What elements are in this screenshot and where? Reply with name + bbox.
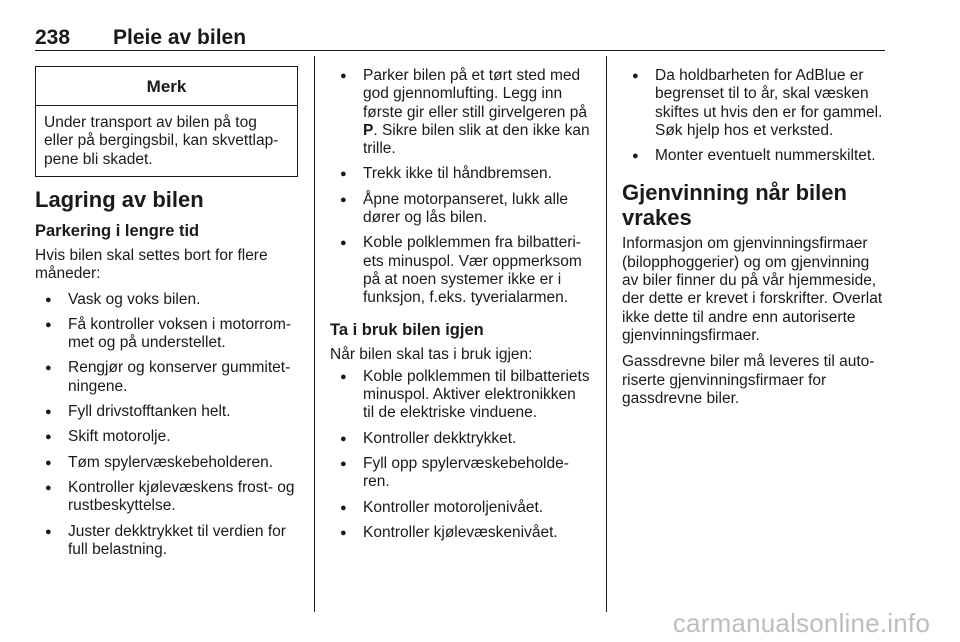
list-item: ● Få kontroller voksen i motorrom- met og på understellet. [35, 316, 298, 353]
column-1 [35, 187, 298, 566]
recycling-paragraph-1: Informasjon om gjenvinningsfirmaer (bilopphoggerier) og om gjenvinning av biler finner du på vår hjemmeside, der dette er krevet i forskrifter. Overlat ikke dette til andre enn autoriserte gjenvinningsfirmaer. [622, 235, 883, 344]
page-number: 238 [35, 26, 71, 49]
column-divider-left [314, 56, 315, 612]
list-item: ● Kontroller kjølevæskens frost- og rustbeskyttelse. [35, 479, 298, 516]
intro-text-recommission: Når bilen skal tas i bruk igjen: [330, 345, 533, 363]
list-item: ● Monter eventuelt nummerskiltet. [622, 147, 888, 165]
list-item: ● Kontroller motoroljenivået. [330, 499, 592, 517]
list-item: ● Vask og voks bilen. [35, 291, 298, 309]
note-heading: Merk [36, 67, 297, 106]
page-title: Pleie av bilen [113, 26, 247, 49]
list-item: ● Rengjør og konserver gummitet- ningene. [35, 359, 298, 396]
intro-line: Hvis bilen skal settes bort for flere [35, 247, 268, 264]
list-item: ● Kontroller dekktrykket. [330, 430, 592, 448]
list-item: ● Åpne motorpanseret, lukk alle dører og lås bilen. [330, 191, 592, 228]
list-item: ● Skift motorolje. [35, 428, 298, 446]
column-divider-right [606, 56, 607, 612]
list-item: ● Fyll drivstofftanken helt. [35, 403, 298, 421]
recycling-paragraph-2: Gassdrevne biler må leveres til auto- riserte gjenvinningsfirmaer for gassdrevne biler. [622, 353, 875, 407]
list-item: ● Trekk ikke til håndbremsen. [330, 165, 592, 183]
storage-checklist [35, 291, 298, 560]
note-text [36, 106, 297, 169]
note-line: Under transport av bilen på tog [44, 114, 257, 131]
note-line: eller på bergingsbil, kan skvettlap- [44, 132, 279, 150]
list-item: ● Kontroller kjølevæskenivået. [330, 524, 592, 542]
section-title-storage: Lagring av bilen [35, 187, 204, 212]
subsection-title-long-parking: Parkering i lengre tid [35, 222, 200, 240]
recommission-checklist-continued [622, 67, 888, 165]
list-item: ● Juster dekktrykket til verdien for full belastning. [35, 523, 298, 560]
list-item: ● Fyll opp spylervæskebeholde- ren. [330, 455, 592, 492]
column-2 [330, 67, 592, 549]
list-item: ● Tøm spylervæskebeholderen. [35, 454, 298, 472]
note-line: pene bli skadet. [44, 150, 153, 168]
section-title-recycling: Gjenvinning når bilen vrakes [622, 180, 847, 231]
column-3 [622, 67, 888, 408]
note-box [35, 66, 298, 177]
intro-text [35, 247, 298, 284]
list-item: ● Parker bilen på et tørt sted med god gjennomlufting. Legg inn første gir eller still girvelgeren på P. Sikre bilen slik at den ikke kan trille. [330, 67, 592, 158]
list-item: ● Koble polklemmen til bilbatteriets minuspol. Aktiver elektronikken til de elektriske vinduene. [330, 368, 592, 423]
list-item: ● Koble polklemmen fra bilbatteri- ets minuspol. Vær oppmerksom på at noen systemer ikke er i funksjon, f.eks. tyverialarmen. [330, 234, 592, 307]
subsection-title-recommission: Ta i bruk bilen igjen [330, 320, 484, 339]
page-header [35, 27, 885, 51]
watermark: carmanualsonline.info [672, 608, 930, 638]
recommission-checklist [330, 368, 592, 542]
gear-letter: P [363, 121, 374, 139]
storage-checklist-continued [330, 67, 592, 308]
intro-line: måneder: [35, 265, 101, 283]
list-item: ● Da holdbarheten for AdBlue er begrenset til to år, skal væsken skiftes ut hvis den er for gammel. Søk hjelp hos et verksted. [622, 67, 888, 140]
